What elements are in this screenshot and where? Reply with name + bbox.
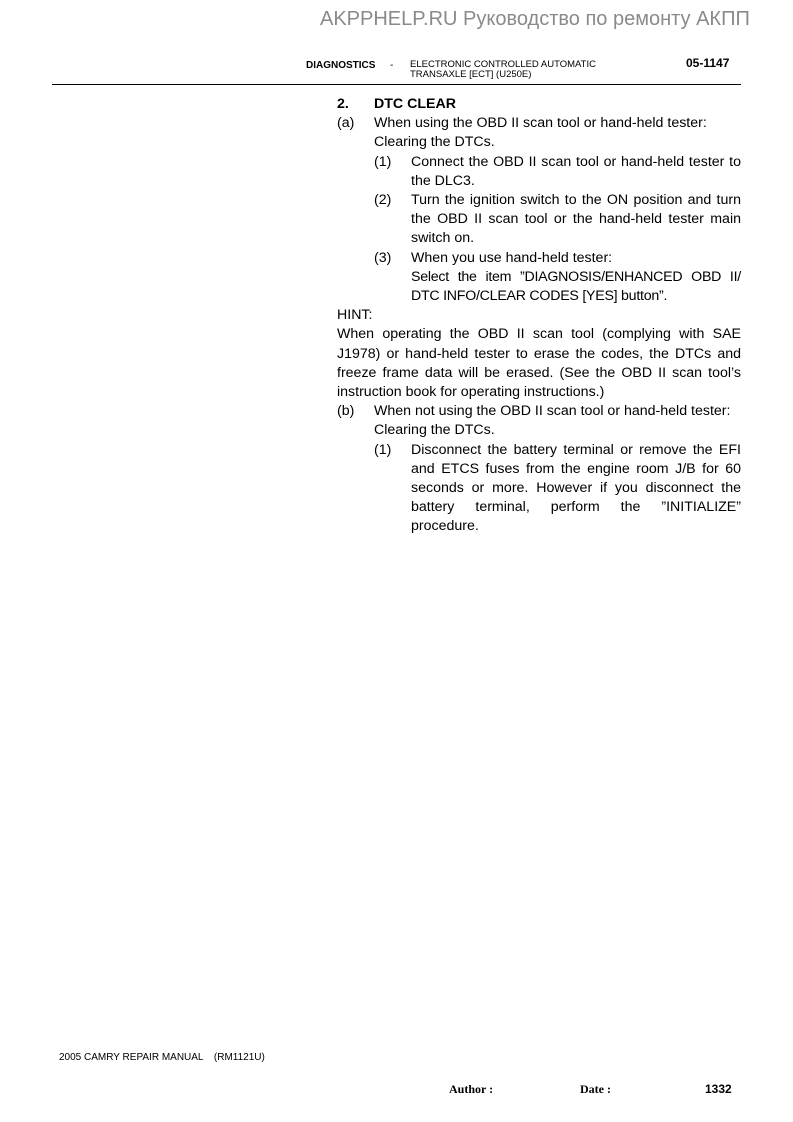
item-a-3 xyxy=(337,249,741,307)
item-a-number: (a) xyxy=(337,115,355,132)
step-heading xyxy=(337,95,741,114)
watermark: AKPPHELP.RU Руководство по ремонту АКПП xyxy=(320,8,750,30)
item-a-3-text: When you use hand-held tester: xyxy=(411,249,613,266)
item-a xyxy=(337,114,741,152)
item-a-text: When using the OBD II scan tool or hand-held tester: xyxy=(374,115,707,132)
header-dash: - xyxy=(390,60,394,71)
item-a-1-text: Connect the OBD II scan tool or hand-held tester to the DLC3. xyxy=(411,153,741,189)
item-a-2-number: (2) xyxy=(374,192,392,209)
main-content xyxy=(337,95,741,537)
item-b-sub: Clearing the DTCs. xyxy=(374,422,495,439)
item-b xyxy=(337,402,741,440)
header-title-line1: ELECTRONIC CONTROLLED AUTOMATIC xyxy=(410,59,596,70)
item-b-number: (b) xyxy=(337,403,355,420)
footer-page-number: 1332 xyxy=(705,1082,732,1096)
item-a-1-number: (1) xyxy=(374,153,392,170)
item-b-text: When not using the OBD II scan tool or hand-held tester: xyxy=(374,403,731,420)
header-page-code: 05-1147 xyxy=(686,56,730,70)
header-title xyxy=(410,60,660,80)
item-b-1 xyxy=(337,441,741,537)
header-rule xyxy=(52,84,741,85)
footer-manual xyxy=(59,1052,265,1063)
header-section: DIAGNOSTICS xyxy=(306,60,376,71)
item-a-sub: Clearing the DTCs. xyxy=(374,134,495,151)
item-b-1-text: Disconnect the battery terminal or remove the EFI and ETCS fuses from the engine room J/B for 60 seconds or more. However if you disconnect the battery terminal, perform the ”INITIALIZE” procedure. xyxy=(411,441,741,535)
item-a-3-number: (3) xyxy=(374,249,392,266)
hint-label: HINT: xyxy=(337,307,373,324)
footer-manual-code: (RM1121U) xyxy=(213,1052,265,1063)
step-number: 2. xyxy=(337,96,349,112)
item-b-1-number: (1) xyxy=(374,441,392,458)
header-title-line2: TRANSAXLE [ECT] (U250E) xyxy=(410,69,532,80)
footer-manual-title: 2005 CAMRY REPAIR MANUAL xyxy=(59,1052,204,1063)
footer-author-label: Author : xyxy=(449,1082,494,1096)
hint-text: When operating the OBD II scan tool (complying with SAE J1978) or hand-held tester to erase the codes, the DTCs and freeze frame data will be erased. (See the OBD II scan tool’s instruction book for operating instructions.) xyxy=(337,326,741,401)
item-a-1 xyxy=(337,153,741,191)
item-a-2 xyxy=(337,191,741,249)
footer-date-label: Date : xyxy=(580,1082,611,1096)
item-a-2-text: Turn the ignition switch to the ON position and turn the OBD II scan tool or the hand-held tester main switch on. xyxy=(411,192,741,247)
step-title: DTC CLEAR xyxy=(374,96,456,112)
item-a-3-sub: Select the item ”DIAGNOSIS/ENHANCED OBD II/ DTC INFO/CLEAR CODES [YES] button”. xyxy=(411,268,741,305)
